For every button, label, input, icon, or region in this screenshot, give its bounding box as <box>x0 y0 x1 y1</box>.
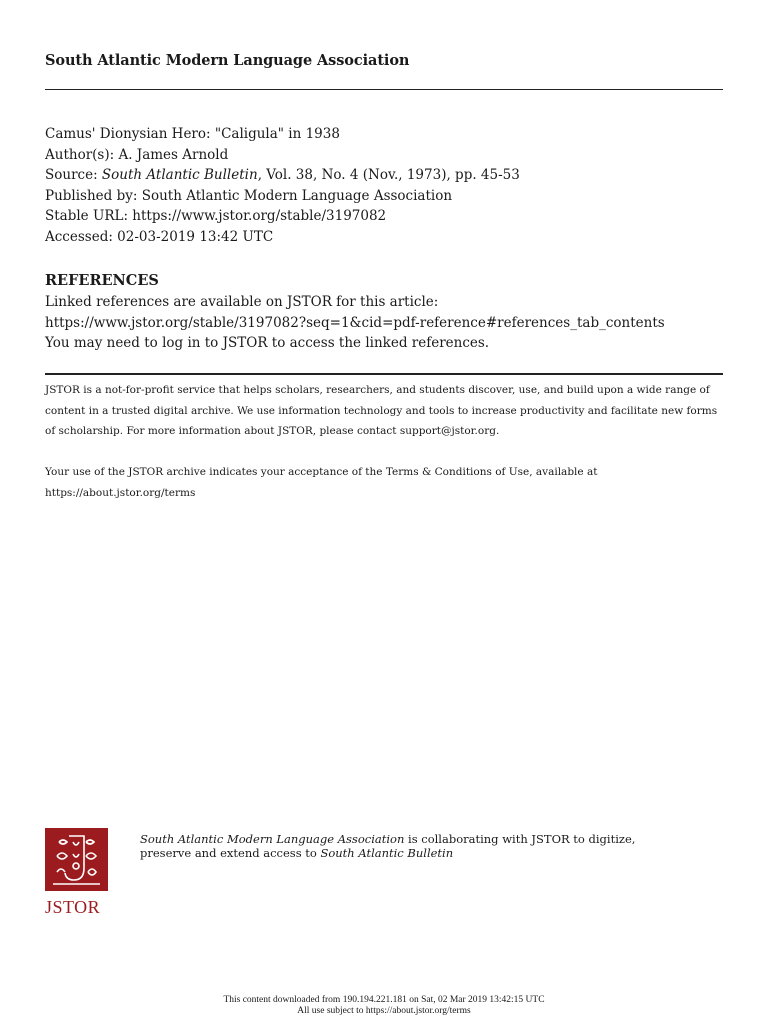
collab-text-1: is collaborating with JSTOR to digitize, <box>404 832 636 846</box>
references-block <box>45 292 665 354</box>
references-intro: Linked references are available on JSTOR for this article: <box>45 294 439 310</box>
collab-org: South Atlantic Modern Language Association <box>140 832 405 846</box>
collaboration-statement <box>140 832 635 860</box>
article-metadata <box>45 124 520 248</box>
references-link[interactable]: https://www.jstor.org/stable/3197082?seq=1&cid=pdf-reference#references_tab_contents <box>45 314 665 331</box>
collab-text-2: preserve and extend access to <box>140 846 321 860</box>
source-journal[interactable]: South Atlantic Bulletin <box>101 167 258 184</box>
download-footer: This content downloaded from 190.194.221.181 on Sat, 02 Mar 2019 13:42:15 UTC <box>223 995 545 1005</box>
source-details: , Vol. 38, No. 4 (Nov., 1973), pp. 45-53 <box>257 167 520 184</box>
header-divider <box>45 89 723 90</box>
terms-notice: Your use of the JSTOR archive indicates your acceptance of the Terms & Conditions of Use, available at https://about.jstor.org/terms <box>45 466 598 499</box>
publisher-heading: South Atlantic Modern Language Association <box>45 52 410 69</box>
jstor-logo-label: JSTOR <box>45 897 101 917</box>
article-title: Camus' Dionysian Hero: "Caligula" in 1938 <box>45 126 340 142</box>
collab-journal: South Atlantic Bulletin <box>320 846 454 860</box>
terms-footer[interactable]: All use subject to https://about.jstor.org/terms <box>297 1006 471 1016</box>
jstor-notice: JSTOR is a not-for-profit service that helps scholars, researchers, and students discover, use, and build upon a wide range of content in a trusted digital archive. We use information technology and tools to increase productivity and facilitate new forms of scholarship. For more information about JSTOR, please contact support@jstor.org. <box>45 384 718 437</box>
jstor-logo-icon <box>45 828 108 891</box>
accessed-date: Accessed: 02-03-2019 13:42 UTC <box>45 228 274 245</box>
jstor-logo[interactable] <box>45 828 108 918</box>
article-source <box>45 165 520 186</box>
source-prefix: Source: <box>45 167 102 184</box>
article-authors: Author(s): A. James Arnold <box>45 146 229 163</box>
article-publisher: Published by: South Atlantic Modern Language Association <box>45 187 453 204</box>
references-heading: REFERENCES <box>45 272 159 289</box>
references-login-note: You may need to log in to JSTOR to access the linked references. <box>45 335 490 352</box>
notice-divider <box>45 373 723 375</box>
stable-url-link[interactable]: Stable URL: https://www.jstor.org/stable/3197082 <box>45 208 387 225</box>
